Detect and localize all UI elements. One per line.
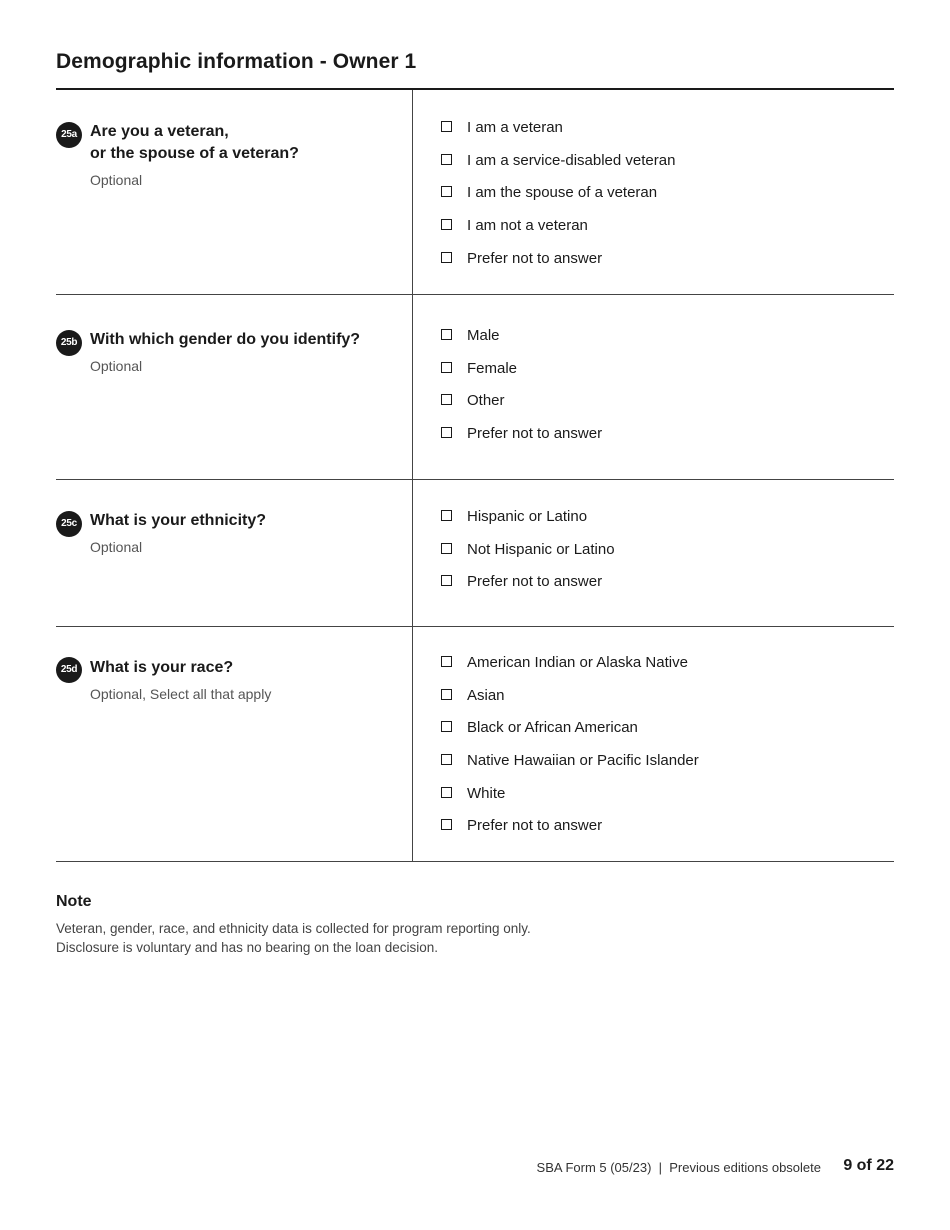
option-label: Other (467, 392, 505, 410)
column-divider (412, 295, 413, 479)
options-list (441, 500, 615, 598)
checkbox[interactable] (441, 721, 452, 732)
question-text: With which gender do you identify? (90, 331, 361, 348)
option-row[interactable] (441, 176, 675, 209)
checkbox[interactable] (441, 427, 452, 438)
question-text (90, 121, 299, 165)
question-hint: Optional (90, 539, 143, 555)
question-hint: Optional (90, 358, 143, 374)
question-hint: Optional (90, 172, 143, 188)
question-line-1: Are you a veteran, (90, 123, 229, 140)
question-text: What is your ethnicity? (90, 512, 267, 529)
checkbox[interactable] (441, 689, 452, 700)
section-race (56, 627, 894, 862)
note-title: Note (56, 893, 92, 910)
checkbox[interactable] (441, 656, 452, 667)
option-row[interactable] (441, 111, 675, 144)
option-row[interactable] (441, 417, 602, 450)
option-row[interactable] (441, 565, 615, 598)
checkbox[interactable] (441, 154, 452, 165)
checkbox[interactable] (441, 219, 452, 230)
question-number-badge: 25a (56, 122, 82, 148)
column-divider (412, 480, 413, 626)
option-label: I am the spouse of a veteran (467, 184, 658, 202)
footer-page-number: 9 of 22 (843, 1157, 894, 1174)
option-row[interactable] (441, 242, 675, 275)
option-label: I am a service-disabled veteran (467, 151, 676, 169)
question-number-badge: 25d (56, 657, 82, 683)
checkbox[interactable] (441, 252, 452, 263)
option-label: White (467, 784, 506, 802)
option-row[interactable] (441, 209, 675, 242)
option-label: Asian (467, 686, 505, 704)
option-label: Black or African American (467, 719, 638, 737)
option-row[interactable] (441, 533, 615, 566)
option-label: Prefer not to answer (467, 424, 603, 442)
checkbox[interactable] (441, 362, 452, 373)
option-row[interactable] (441, 711, 699, 744)
question-text: What is your race? (90, 659, 234, 676)
option-row[interactable] (441, 744, 699, 777)
option-label: Hispanic or Latino (467, 507, 588, 525)
note-line-2: Disclosure is voluntary and has no bearing on the loan decision. (56, 940, 438, 955)
option-label: I am a veteran (467, 118, 563, 136)
option-row[interactable] (441, 500, 615, 533)
section-gender (56, 295, 894, 480)
option-label: Native Hawaiian or Pacific Islander (467, 751, 699, 769)
checkbox[interactable] (441, 186, 452, 197)
question-hint: Optional, Select all that apply (90, 686, 272, 702)
option-row[interactable] (441, 646, 699, 679)
option-row[interactable] (441, 384, 602, 417)
checkbox[interactable] (441, 510, 452, 521)
column-divider (412, 90, 413, 294)
option-label: Female (467, 359, 518, 377)
option-row[interactable] (441, 144, 675, 177)
option-row[interactable] (441, 319, 602, 352)
checkbox[interactable] (441, 394, 452, 405)
option-label: Prefer not to answer (467, 817, 603, 835)
footer-form-id: SBA Form 5 (05/23) | Previous editions obsolete (536, 1160, 821, 1175)
option-label: I am not a veteran (467, 216, 588, 234)
checkbox[interactable] (441, 819, 452, 830)
option-label: American Indian or Alaska Native (467, 653, 688, 671)
page-title: Demographic information - Owner 1 (56, 50, 417, 73)
option-label: Not Hispanic or Latino (467, 540, 615, 558)
checkbox[interactable] (441, 754, 452, 765)
options-list (441, 111, 675, 274)
checkbox[interactable] (441, 575, 452, 586)
options-list (441, 319, 602, 450)
question-line-2: or the spouse of a veteran? (90, 145, 299, 162)
column-divider (412, 627, 413, 861)
option-row[interactable] (441, 777, 699, 810)
question-number-badge: 25c (56, 511, 82, 537)
checkbox[interactable] (441, 329, 452, 340)
option-row[interactable] (441, 352, 602, 385)
option-label: Male (467, 326, 500, 344)
option-row[interactable] (441, 809, 699, 842)
option-row[interactable] (441, 679, 699, 712)
option-label: Prefer not to answer (467, 573, 603, 591)
checkbox[interactable] (441, 543, 452, 554)
checkbox[interactable] (441, 787, 452, 798)
option-label: Prefer not to answer (467, 249, 603, 267)
section-veteran (56, 90, 894, 295)
question-number-badge: 25b (56, 330, 82, 356)
note-line-1: Veteran, gender, race, and ethnicity data is collected for program reporting only. (56, 921, 531, 936)
options-list (441, 646, 699, 842)
checkbox[interactable] (441, 121, 452, 132)
section-ethnicity (56, 480, 894, 627)
